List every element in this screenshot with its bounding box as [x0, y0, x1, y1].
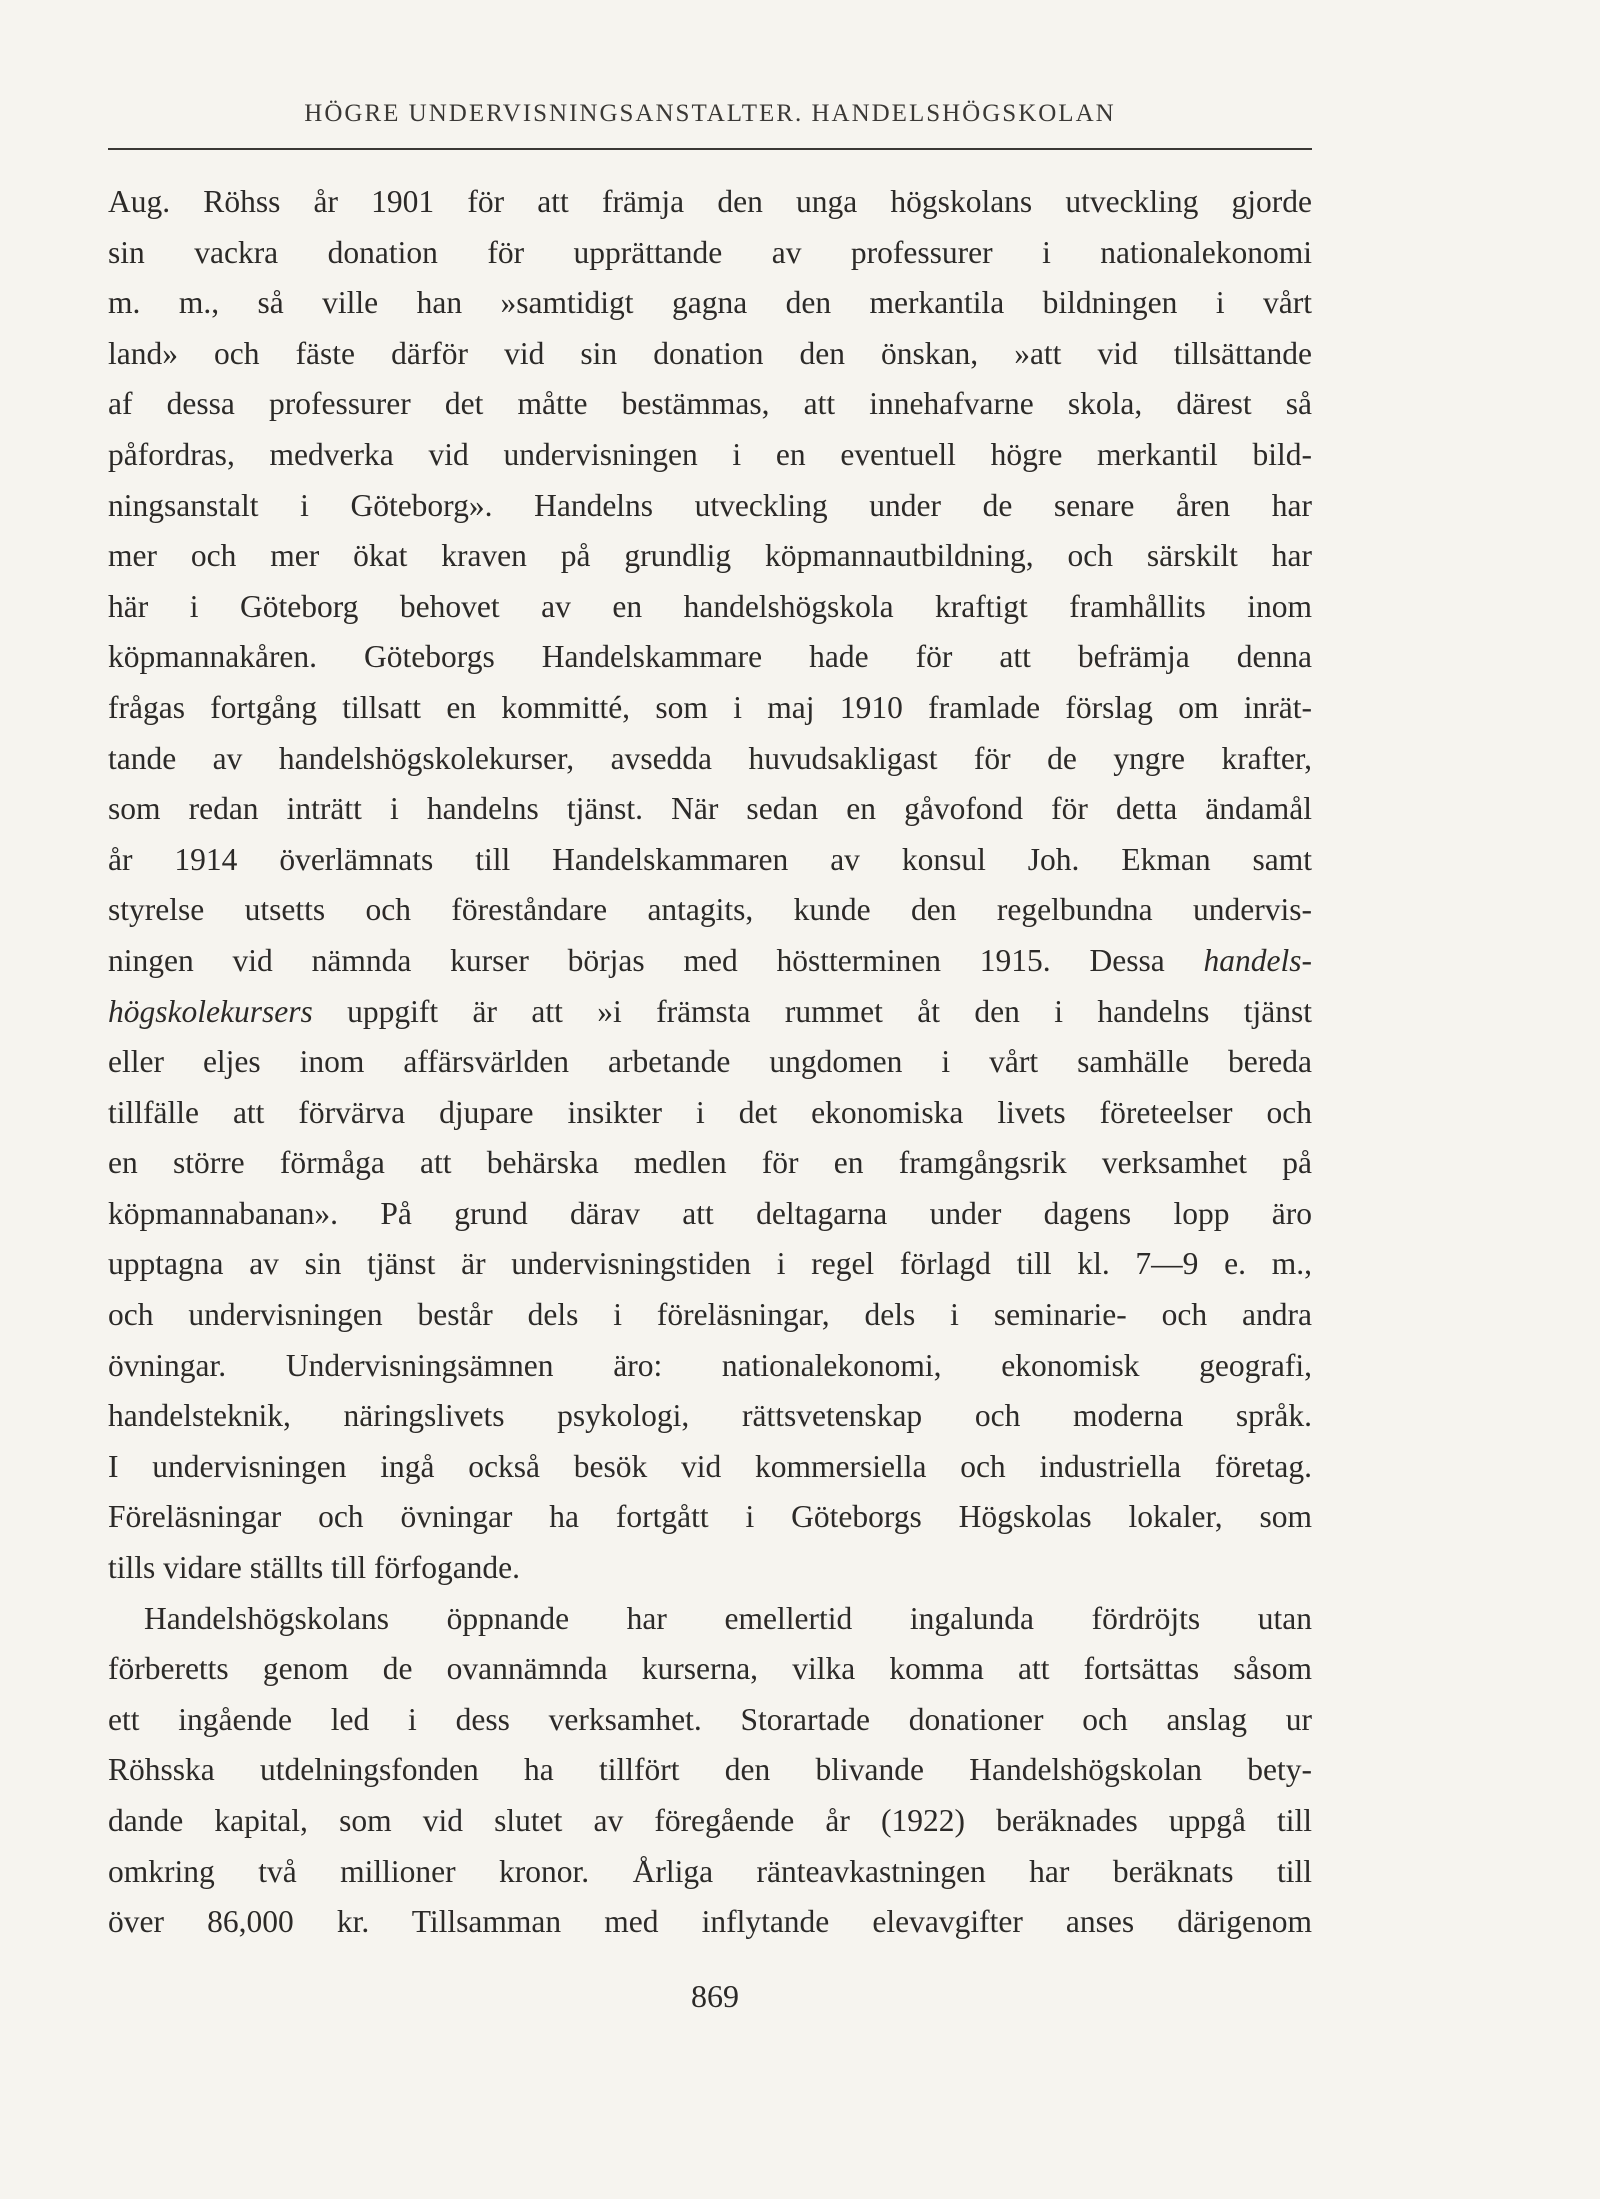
paragraph-2	[108, 1594, 1312, 1948]
text-line: Föreläsningar och övningar ha fortgått i Göteborgs Högskolas lokaler, som	[108, 1499, 1312, 1535]
text-line: år 1914 överlämnats till Handelskammaren av konsul Joh. Ekman samt	[108, 841, 1312, 877]
text-line: tills vidare ställts till förfogande.	[108, 1550, 521, 1586]
text-line: tillfälle att förvärva djupare insikter i det ekonomiska livets företeelser och	[108, 1094, 1312, 1130]
text-line-segment: uppgift är att »i främsta rummet åt den i handelns tjänst	[312, 993, 1312, 1029]
text-line: Aug. Röhss år 1901 för att främja den unga högskolans utveckling gjorde	[108, 184, 1312, 219]
running-head: HÖGRE UNDERVISNINGSANSTALTER. HANDELSHÖGSKOLAN	[304, 100, 1116, 127]
text-line: I undervisningen ingå också besök vid kommersiella och industriella företag.	[108, 1448, 1312, 1484]
text-line: m. m., så ville han »samtidigt gagna den merkantila bildningen i vårt	[108, 285, 1312, 321]
page-number: 869	[691, 1978, 739, 2014]
italic-term: handels-	[1203, 942, 1312, 978]
text-line: och undervisningen består dels i föreläsningar, dels i seminarie- och andra	[108, 1297, 1312, 1333]
paragraph-1	[108, 177, 1312, 1594]
text-line: förberetts genom de ovannämnda kurserna, vilka komma att fortsättas såsom	[108, 1651, 1312, 1687]
italic-term: högskolekursers	[108, 993, 313, 1029]
text-line: påfordras, medverka vid undervisningen i en eventuell högre merkantil bild-	[108, 436, 1312, 472]
text-line: Röhsska utdelningsfonden ha tillfört den blivande Handelshögskolan bety-	[108, 1752, 1312, 1788]
text-line: mer och mer ökat kraven på grundlig köpmannautbildning, och särskilt har	[108, 538, 1312, 574]
text-line: en större förmåga att behärska medlen för en framgångsrik verksamhet på	[108, 1145, 1312, 1181]
text-line: dande kapital, som vid slutet av föregående år (1922) beräknades uppgå till	[108, 1803, 1312, 1838]
text-line: frågas fortgång tillsatt en kommitté, som i maj 1910 framlade förslag om inrät-	[108, 689, 1312, 725]
text-line: här i Göteborg behovet av en handelshögskola kraftigt framhållits inom	[108, 588, 1312, 624]
text-line: tande av handelshögskolekurser, avsedda huvudsakligast för de yngre krafter,	[108, 740, 1312, 776]
text-line: köpmannakåren. Göteborgs Handelskammare hade för att befrämja denna	[108, 639, 1312, 675]
text-line: land» och fäste därför vid sin donation den önskan, »att vid tillsättande	[108, 335, 1312, 371]
text-line: köpmannabanan». På grund därav att deltagarna under dagens lopp äro	[108, 1195, 1312, 1231]
text-line	[108, 987, 1312, 1038]
text-line: eller eljes inom affärsvärlden arbetande ungdomen i vårt samhälle bereda	[108, 1044, 1312, 1080]
text-line: af dessa professurer det måtte bestämmas, att innehafvarne skola, därest så	[108, 386, 1312, 422]
text-line	[108, 936, 1312, 987]
text-line: ningsanstalt i Göteborg». Handelns utveckling under de senare åren har	[108, 487, 1312, 523]
text-line: över 86,000 kr. Tillsamman med inflytande elevavgifter anses därigenom	[108, 1904, 1312, 1940]
text-line: sin vackra donation för upprättande av professurer i nationalekonomi	[108, 234, 1312, 270]
header-rule	[108, 148, 1312, 150]
text-line: handelsteknik, näringslivets psykologi, rättsvetenskap och moderna språk.	[108, 1398, 1312, 1434]
text-line: styrelse utsetts och föreståndare antagits, kunde den regelbundna undervis-	[108, 892, 1312, 928]
text-line-segment: ningen vid nämnda kurser börjas med höstterminen 1915. Dessa	[108, 942, 1204, 978]
text-line: övningar. Undervisningsämnen äro: nationalekonomi, ekonomisk geografi,	[108, 1347, 1312, 1383]
text-line: upptagna av sin tjänst är undervisningstiden i regel förlagd till kl. 7—9 e. m.,	[108, 1246, 1312, 1282]
text-line: Handelshögskolans öppnande har emellertid ingalunda fördröjts utan	[144, 1600, 1312, 1636]
text-line: ett ingående led i dess verksamhet. Storartade donationer och anslag ur	[108, 1701, 1312, 1737]
text-line: som redan inträtt i handelns tjänst. När sedan en gåvofond för detta ändamål	[108, 791, 1312, 827]
body-text	[108, 177, 1312, 1948]
text-line: omkring två millioner kronor. Årliga ränteavkastningen har beräknats till	[108, 1853, 1312, 1889]
